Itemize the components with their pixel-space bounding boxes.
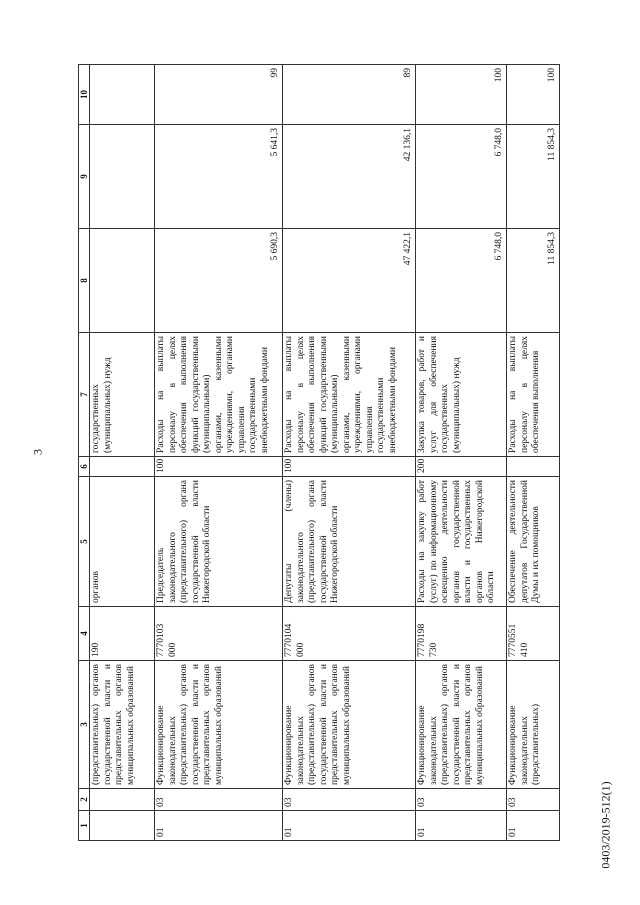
cell-target-name: органов <box>90 477 155 607</box>
document-code: 0403/2019-512(1) <box>598 781 613 869</box>
cell-target-code: 7770104 000 <box>283 607 416 661</box>
cell-expense-code: 200 <box>416 457 507 477</box>
table-row <box>283 65 416 841</box>
header-col-3: 3 <box>79 661 90 789</box>
cell-section-name: Функционирование законодательных (представительных) органов государственной власти и представительных органов муниципальных образований <box>416 661 507 789</box>
header-col-9: 9 <box>79 125 90 229</box>
cell-target-code: 7770198 730 <box>416 607 507 661</box>
cell-section-name: (представительных) органов государственной власти и представительных органов муниципальных образований <box>90 661 155 789</box>
cell-target-code: 190 <box>90 607 155 661</box>
cell-subsection: 03 <box>507 789 560 811</box>
cell-section <box>90 811 155 841</box>
cell-percent: 100 <box>507 65 560 125</box>
cell-target-code: 7770103 000 <box>155 607 283 661</box>
cell-expense-name: государственных (муниципальных) нужд <box>90 333 155 457</box>
header-col-2: 2 <box>79 789 90 811</box>
cell-percent: 89 <box>283 65 416 125</box>
table-row <box>155 65 283 841</box>
cell-target-name: Обеспечение деятельности депутатов Государственной Думы и их помощников <box>507 477 560 607</box>
header-col-6: 6 <box>79 457 90 477</box>
cell-section: 01 <box>507 811 560 841</box>
cell-percent: 99 <box>155 65 283 125</box>
cell-percent: 100 <box>416 65 507 125</box>
cell-actual: 6 748,0 <box>416 125 507 229</box>
cell-target-name: Председатель законодательного (представительного) органа государственной власти Нижегородской области <box>155 477 283 607</box>
cell-subsection: 03 <box>416 789 507 811</box>
cell-target-code: 7770551 410 <box>507 607 560 661</box>
cell-section: 01 <box>416 811 507 841</box>
cell-planned: 5 690,3 <box>155 229 283 333</box>
cell-section: 01 <box>283 811 416 841</box>
cell-section-name: Функционирование законодательных (представительных) органов государственной власти и представительных органов муниципальных образований <box>155 661 283 789</box>
page-number: 3 <box>30 449 45 455</box>
cell-expense-name: Закупка товаров, работ и услуг для обеспечения государственных (муниципальных) нужд <box>416 333 507 457</box>
cell-expense-code <box>90 457 155 477</box>
cell-planned: 6 748,0 <box>416 229 507 333</box>
cell-planned <box>90 229 155 333</box>
table-row <box>507 65 560 841</box>
cell-planned: 47 422,1 <box>283 229 416 333</box>
header-col-1: 1 <box>79 811 90 841</box>
cell-expense-code: 100 <box>283 457 416 477</box>
cell-subsection: 03 <box>283 789 416 811</box>
table-row <box>90 65 155 841</box>
cell-expense-name: Расходы на выплаты персоналу в целях обеспечения выполнения <box>507 333 560 457</box>
cell-expense-code <box>507 457 560 477</box>
cell-subsection: 03 <box>155 789 283 811</box>
cell-section: 01 <box>155 811 283 841</box>
cell-percent <box>90 65 155 125</box>
budget-table <box>78 64 560 841</box>
rotated-table-container <box>78 65 558 841</box>
cell-section-name: Функционирование законодательных (представительных) <box>507 661 560 789</box>
header-col-10: 10 <box>79 65 90 125</box>
cell-actual: 5 641,3 <box>155 125 283 229</box>
cell-expense-name: Расходы на выплаты персоналу в целях обеспечения выполнения функций государственными (муниципальными) органами, казенными учреждениями, органами управления государственными внебюджетными фондами <box>283 333 416 457</box>
header-col-4: 4 <box>79 607 90 661</box>
cell-actual: 11 854,3 <box>507 125 560 229</box>
cell-target-name: Расходы на закупку работ (услуг) по информационному освещению деятельности органов государственной власти и государственных органов Нижегородской области <box>416 477 507 607</box>
cell-planned: 11 854,3 <box>507 229 560 333</box>
cell-actual: 42 136,1 <box>283 125 416 229</box>
header-row <box>79 65 90 841</box>
cell-expense-name: Расходы на выплаты персоналу в целях обеспечения выполнения функций государственными (муниципальными) органами, казенными учреждениями, органами управления государственными внебюджетными фондами <box>155 333 283 457</box>
cell-subsection <box>90 789 155 811</box>
cell-actual <box>90 125 155 229</box>
cell-target-name: Депутаты (члены) законодательного (представительного) органа государственной власти Нижегородской области <box>283 477 416 607</box>
table-row <box>416 65 507 841</box>
cell-section-name: Функционирование законодательных (представительных) органов государственной власти и представительных органов муниципальных образований <box>283 661 416 789</box>
header-col-5: 5 <box>79 477 90 607</box>
header-col-8: 8 <box>79 229 90 333</box>
cell-expense-code: 100 <box>155 457 283 477</box>
header-col-7: 7 <box>79 333 90 457</box>
